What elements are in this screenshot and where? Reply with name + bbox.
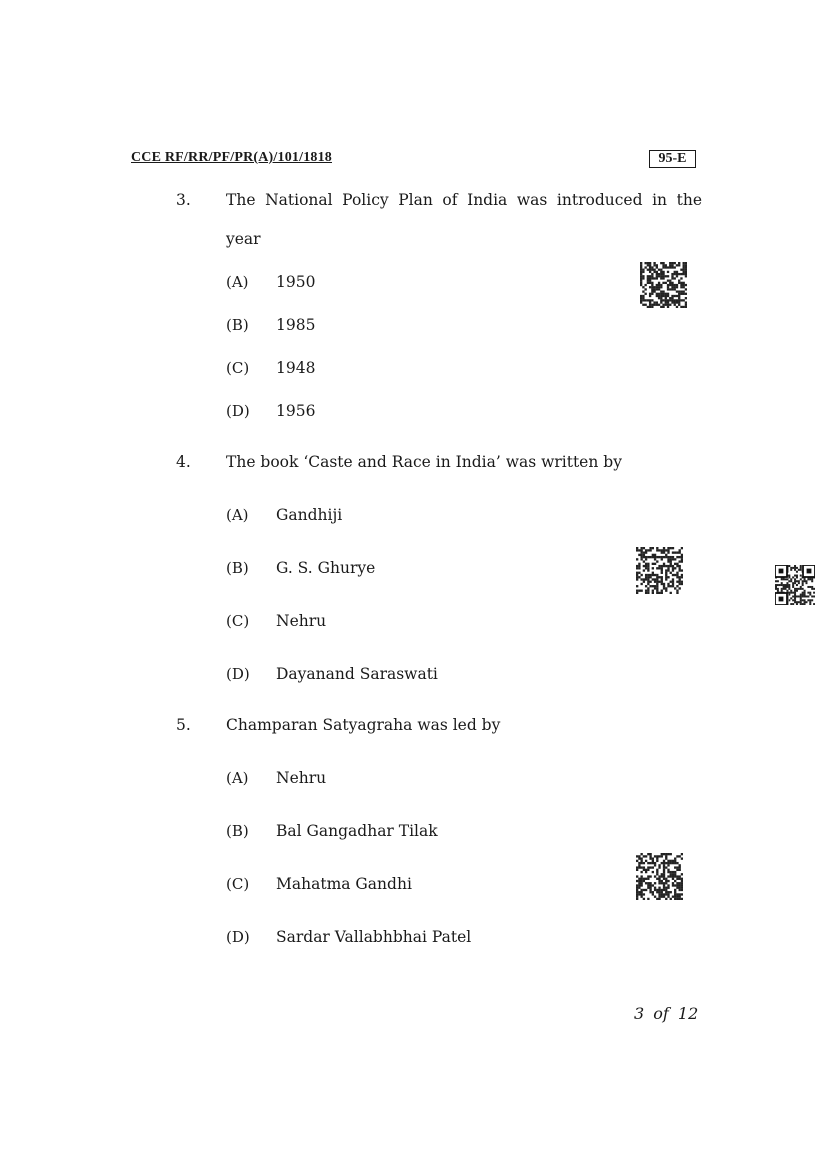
qr-code-icon xyxy=(636,547,683,594)
option-label-b: (B) xyxy=(226,316,249,334)
option-text-d: Sardar Vallabhbhai Patel xyxy=(276,928,472,946)
question-number: 4. xyxy=(176,453,191,471)
page-number: 3 of 12 xyxy=(634,1004,699,1023)
option-text-a: 1950 xyxy=(276,273,316,291)
question-number: 5. xyxy=(176,716,191,734)
option-label-a: (A) xyxy=(226,273,249,291)
option-text-c: 1948 xyxy=(276,359,316,377)
option-label-b: (B) xyxy=(226,559,249,577)
qr-code-icon xyxy=(775,565,815,605)
option-label-c: (C) xyxy=(226,875,250,893)
option-label-a: (A) xyxy=(226,506,249,524)
option-label-c: (C) xyxy=(226,359,250,377)
question-text-line-1: The National Policy Plan of India was introduced in the xyxy=(226,191,702,209)
option-text-a: Gandhiji xyxy=(276,506,343,524)
exam-code: CCE RF/RR/PF/PR(A)/101/1818 xyxy=(131,150,332,165)
option-label-d: (D) xyxy=(226,402,250,420)
qr-code-icon xyxy=(640,262,687,308)
question-text-line-2: year xyxy=(226,230,261,248)
paper-code-box: 95-E xyxy=(649,150,696,168)
option-text-b: Bal Gangadhar Tilak xyxy=(276,822,438,840)
option-text-d: 1956 xyxy=(276,402,316,420)
question-text-line-1: Champaran Satyagraha was led by xyxy=(226,716,501,734)
question-number: 3. xyxy=(176,191,191,209)
option-text-b: 1985 xyxy=(276,316,316,334)
option-text-d: Dayanand Saraswati xyxy=(276,665,438,683)
option-text-b: G. S. Ghurye xyxy=(276,559,376,577)
option-label-d: (D) xyxy=(226,928,250,946)
option-label-d: (D) xyxy=(226,665,250,683)
option-label-b: (B) xyxy=(226,822,249,840)
option-text-c: Mahatma Gandhi xyxy=(276,875,412,893)
option-label-a: (A) xyxy=(226,769,249,787)
question-text-line-1: The book ‘Caste and Race in India’ was written by xyxy=(226,453,622,471)
option-text-c: Nehru xyxy=(276,612,327,630)
option-label-c: (C) xyxy=(226,612,250,630)
option-text-a: Nehru xyxy=(276,769,327,787)
qr-code-icon xyxy=(636,853,683,900)
